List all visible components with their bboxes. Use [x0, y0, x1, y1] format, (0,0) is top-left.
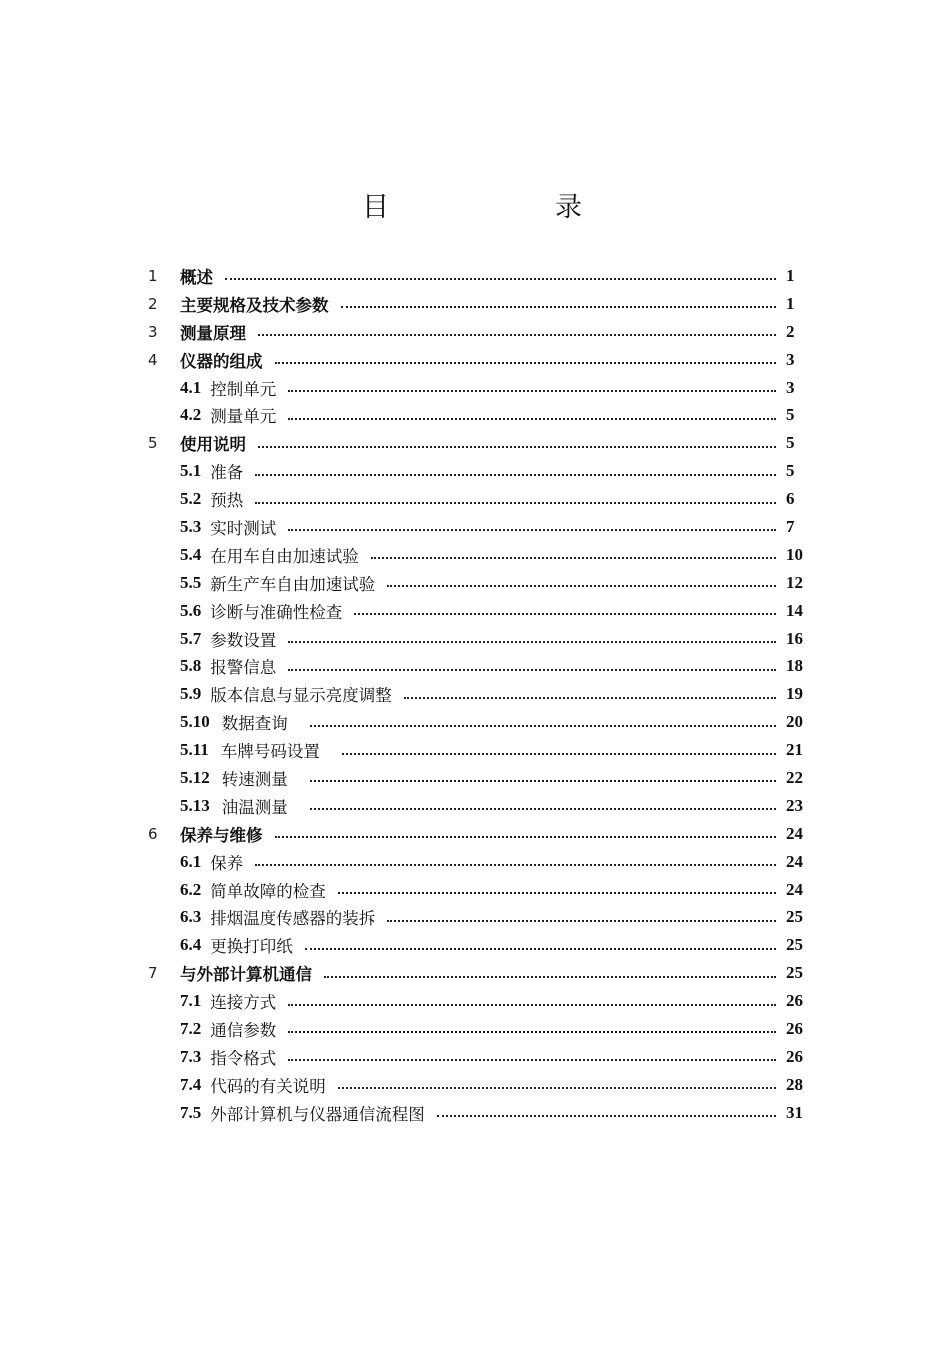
toc-section-entry[interactable]	[144, 457, 810, 485]
toc-entry-number: 4	[148, 350, 158, 369]
toc-dot-leader	[305, 947, 776, 950]
toc-dot-leader	[338, 1086, 776, 1089]
toc-entry-number: 6.4	[180, 935, 202, 955]
toc-page-number: 21	[786, 740, 803, 760]
toc-entry-title: 预热	[210, 491, 244, 511]
toc-entry-title: 指令格式	[210, 1048, 277, 1068]
toc-page-number: 16	[786, 628, 803, 648]
toc-page-number: 12	[786, 572, 803, 592]
toc-entry-number: 5.11	[180, 740, 209, 760]
toc-entry-number: 6	[148, 824, 158, 843]
toc-dot-leader	[288, 1003, 776, 1006]
toc-entry-number: 6.2	[180, 879, 202, 899]
toc-entry-title: 报警信息	[210, 658, 277, 678]
toc-entry-title: 通信参数	[210, 1020, 277, 1040]
toc-section-entry[interactable]	[144, 1071, 810, 1099]
toc-entry-number: 5.7	[180, 628, 202, 648]
toc-page-number: 23	[786, 795, 803, 815]
toc-dot-leader	[338, 891, 776, 894]
toc-page-number: 10	[786, 544, 803, 564]
toc-chapter-entry[interactable]	[144, 429, 810, 457]
toc-entry-title: 连接方式	[210, 993, 277, 1013]
toc-section-entry[interactable]	[144, 485, 810, 513]
toc-entry-number: 5.10	[180, 712, 210, 732]
toc-section-entry[interactable]	[144, 1015, 810, 1043]
toc-dot-leader	[354, 612, 776, 615]
toc-dot-leader	[404, 696, 776, 699]
toc-entry-title: 与外部计算机通信	[180, 965, 312, 985]
toc-chapter-entry[interactable]	[144, 318, 810, 346]
toc-page-number: 7	[786, 516, 795, 536]
toc-page-number: 26	[786, 991, 803, 1011]
toc-page-number: 22	[786, 767, 803, 787]
toc-dot-leader	[437, 1114, 776, 1117]
toc-page-number: 3	[786, 377, 795, 397]
toc-chapter-entry[interactable]	[144, 262, 810, 290]
toc-page-number: 1	[786, 265, 795, 285]
toc-entry-title: 数据查询	[221, 714, 288, 734]
toc-dot-leader	[371, 556, 776, 559]
toc-section-entry[interactable]	[144, 792, 810, 820]
toc-page-number: 20	[786, 712, 803, 732]
toc-dot-leader	[310, 779, 776, 782]
toc-dot-leader	[275, 835, 777, 838]
toc-entry-number: 7.3	[180, 1046, 202, 1066]
toc-entry-number: 4.2	[180, 405, 202, 425]
toc-chapter-entry[interactable]	[144, 820, 810, 848]
toc-page-number: 28	[786, 1074, 803, 1094]
toc-dot-leader	[288, 668, 776, 671]
toc-page-number: 24	[786, 851, 803, 871]
toc-section-entry[interactable]	[144, 931, 810, 959]
toc-entry-title: 保养与维修	[180, 825, 263, 845]
toc-page-number: 1	[786, 293, 795, 313]
toc-section-entry[interactable]	[144, 903, 810, 931]
toc-page-number: 19	[786, 684, 803, 704]
toc-dot-leader	[288, 640, 776, 643]
toc-entry-title: 代码的有关说明	[210, 1076, 326, 1096]
toc-entry-title: 实时测试	[210, 518, 277, 538]
toc-section-entry[interactable]	[144, 987, 810, 1015]
toc-entry-number: 5.8	[180, 656, 202, 676]
toc-page-number: 24	[786, 823, 803, 843]
toc-page-number: 25	[786, 907, 803, 927]
toc-dot-leader	[258, 445, 776, 448]
toc-entry-number: 5.9	[180, 684, 202, 704]
toc-page-number: 5	[786, 405, 795, 425]
toc-entry-title: 诊断与准确性检查	[210, 602, 343, 622]
toc-page-number: 25	[786, 935, 803, 955]
toc-entry-title: 排烟温度传感器的装拆	[210, 909, 376, 929]
toc-page-number: 5	[786, 461, 795, 481]
toc-page-number: 24	[786, 879, 803, 899]
toc-entry-number: 5.5	[180, 572, 202, 592]
toc-section-entry[interactable]	[144, 597, 810, 625]
toc-entry-title: 简单故障的检查	[210, 881, 326, 901]
toc-entry-number: 7.1	[180, 991, 202, 1011]
toc-entry-number: 6.3	[180, 907, 202, 927]
toc-page-number: 26	[786, 1018, 803, 1038]
toc-dot-leader	[288, 1030, 776, 1033]
toc-entry-number: 2	[148, 294, 158, 313]
toc-section-entry[interactable]	[144, 1043, 810, 1071]
toc-entry-number: 3	[148, 322, 158, 341]
toc-entry-title: 主要规格及技术参数	[180, 295, 329, 315]
toc-section-entry[interactable]	[144, 708, 810, 736]
toc-entry-title: 概述	[180, 267, 213, 287]
toc-entry-number: 5.13	[180, 795, 210, 815]
toc-entry-number: 1	[148, 266, 158, 285]
toc-entry-number: 7.2	[180, 1018, 202, 1038]
toc-entry-title: 外部计算机与仪器通信流程图	[210, 1104, 425, 1124]
page-title	[362, 188, 582, 228]
page-title-char-1: 目	[362, 192, 389, 223]
toc-chapter-entry[interactable]	[144, 346, 810, 374]
toc-section-entry[interactable]	[144, 652, 810, 680]
toc-entry-number: 7.4	[180, 1074, 202, 1094]
toc-dot-leader	[225, 277, 776, 280]
toc-dot-leader	[275, 361, 777, 364]
toc-entry-title: 车牌号码设置	[220, 742, 320, 762]
toc-entry-number: 5.12	[180, 767, 210, 787]
toc-section-entry[interactable]	[144, 625, 810, 653]
toc-dot-leader	[310, 724, 776, 727]
toc-entry-title: 更换打印纸	[210, 937, 293, 957]
toc-dot-leader	[387, 919, 776, 922]
toc-entry-title: 使用说明	[180, 435, 246, 455]
toc-section-entry[interactable]	[144, 513, 810, 541]
toc-dot-leader	[288, 1058, 776, 1061]
toc-section-entry[interactable]	[144, 1099, 810, 1127]
toc-entry-title: 仪器的组成	[180, 351, 263, 371]
toc-entry-title: 版本信息与显示亮度调整	[210, 686, 392, 706]
table-of-contents	[144, 262, 810, 1127]
toc-entry-number: 5.2	[180, 489, 202, 509]
toc-dot-leader	[288, 528, 776, 531]
toc-dot-leader	[288, 417, 776, 420]
toc-entry-title: 准备	[210, 463, 244, 483]
toc-dot-leader	[255, 501, 776, 504]
toc-section-entry[interactable]	[144, 764, 810, 792]
toc-entry-title: 控制单元	[210, 379, 277, 399]
toc-page-number: 18	[786, 656, 803, 676]
toc-entry-number: 5.3	[180, 516, 202, 536]
toc-entry-number: 4.1	[180, 377, 202, 397]
toc-page-number: 14	[786, 600, 803, 620]
toc-entry-number: 5.4	[180, 544, 202, 564]
toc-section-entry[interactable]	[144, 401, 810, 429]
toc-section-entry[interactable]	[144, 736, 810, 764]
toc-page-number: 5	[786, 433, 795, 453]
toc-entry-title: 保养	[210, 853, 244, 873]
toc-entry-number: 7.5	[180, 1102, 202, 1122]
toc-page-number: 25	[786, 963, 803, 983]
toc-dot-leader	[387, 584, 776, 587]
toc-section-entry[interactable]	[144, 848, 810, 876]
toc-dot-leader	[288, 389, 776, 392]
toc-section-entry[interactable]	[144, 876, 810, 904]
toc-entry-number: 5.6	[180, 600, 202, 620]
toc-section-entry[interactable]	[144, 541, 810, 569]
toc-chapter-entry[interactable]	[144, 959, 810, 987]
toc-section-entry[interactable]	[144, 569, 810, 597]
toc-page-number: 26	[786, 1046, 803, 1066]
toc-entry-title: 新生产车自由加速试验	[210, 574, 376, 594]
toc-dot-leader	[255, 473, 776, 476]
toc-dot-leader	[258, 333, 776, 336]
toc-entry-number: 6.1	[180, 851, 202, 871]
toc-dot-leader	[310, 807, 776, 810]
toc-entry-number: 7	[148, 964, 158, 983]
toc-dot-leader	[342, 752, 776, 755]
page-title-char-2: 录	[555, 192, 582, 223]
toc-section-entry[interactable]	[144, 680, 810, 708]
toc-entry-title: 参数设置	[210, 630, 277, 650]
toc-entry-number: 5.1	[180, 461, 202, 481]
toc-entry-number: 5	[148, 434, 158, 453]
toc-entry-title: 转速测量	[221, 769, 288, 789]
toc-dot-leader	[341, 305, 777, 308]
toc-entry-title: 在用车自由加速试验	[210, 546, 359, 566]
toc-entry-title: 测量原理	[180, 323, 246, 343]
toc-page-number: 6	[786, 489, 795, 509]
toc-chapter-entry[interactable]	[144, 290, 810, 318]
toc-page-number: 3	[786, 349, 795, 369]
toc-dot-leader	[255, 863, 776, 866]
toc-entry-title: 油温测量	[221, 797, 288, 817]
toc-section-entry[interactable]	[144, 374, 810, 402]
toc-entry-title: 测量单元	[210, 407, 277, 427]
toc-dot-leader	[324, 975, 776, 978]
toc-page-number: 2	[786, 321, 795, 341]
toc-page-number: 31	[786, 1102, 803, 1122]
